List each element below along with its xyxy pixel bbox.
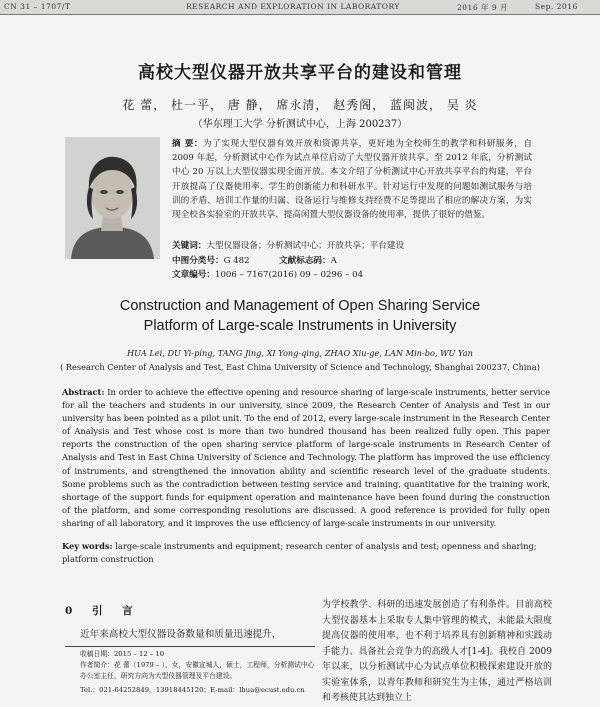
keywords-cn-text: 大型仪器设备；分析测试中心；开放共享；平台建设 xyxy=(206,241,405,251)
clc-label: 中图分类号： xyxy=(172,256,224,266)
abstract-en-text: In order to achieve the effective opening and resource sharing of large-scale instruments, better service for all the teachers and students in our university, since 2009, the Research Center of Analysis and Test in our university has been pointed as a pilot unit. To the end of 2012, every large-scale instrument in the Research Center of Analysis and Test whose cost is more than two hundred thousand has been realized fully open. This paper reports the construction of the open sharing service platform of large-scale instruments in Research Center of Analysis and Test in East China University of Science and Technology. The platform has improved the use efficiency of instruments, and strengthened the innovation ability and scientific research level of the graduate students. Some problems such as the contradiction between testing service and training, quantitative for the training work, shortage of the support funds for equipment operation and maintenance have been found during the construction of the platform, and some corresponding resolutions are discussed. A good reference is provided for fully open sharing of all laboratory, and it improves the use efficiency of large-scale instruments in our university. xyxy=(62,387,550,528)
footnote-divider xyxy=(65,646,315,647)
journal-header xyxy=(0,0,600,15)
section-title: 引 言 xyxy=(91,605,141,617)
abstract-cn xyxy=(172,137,532,222)
abstract-en-label: Abstract: xyxy=(62,387,105,397)
footnote-author: 作者简介：花 蕾（1979 – ），女，安徽宣城人，硕士，工程师，分析测试中心办公室主任，研究方向为大型仪器管理及平台建设。 xyxy=(80,661,315,680)
body-right-column: 为学校教学、科研的迅速发展创造了有利条件。目前高校大型仪器基本上采取专人集中管理的模式，未能最大限度提高仪器的使用率，也不利于培养具有创新精神和实践动手能力、具备社会竞争力的高级人才[1-4]。我校自 2009 年以来，以分析测试中心为试点单位积极探索建设开放的实验室体系，以青年教师和研究生为主体，通过严格培训和考核使其达到独立上 xyxy=(322,600,552,703)
keywords-cn xyxy=(172,239,404,251)
clc-value: G 482 xyxy=(223,256,250,266)
footnote-received: 收稿日期：2015 – 12 – 10 xyxy=(80,650,165,658)
doc-code-label: 文献标志码： xyxy=(279,256,331,266)
article-number-line xyxy=(172,268,363,280)
affiliation-cn: （华东理工大学 分析测试中心，上海 200237） xyxy=(192,119,408,130)
authors-cn: 花 蕾， 杜一平， 唐 静， 席永清， 赵秀阁， 蓝闽波， 吴 炎 xyxy=(122,98,478,112)
abstract-cn-label: 摘 要： xyxy=(172,139,204,149)
keywords-cn-label: 关键词： xyxy=(172,241,207,251)
title-en-line1: Construction and Management of Open Sharing Service xyxy=(119,298,481,314)
keywords-en-label: Key words: xyxy=(62,541,113,551)
doc-code-value: A xyxy=(330,256,337,266)
section-number: 0 xyxy=(65,605,81,617)
title-en-line2: Platform of Large-scale Instruments in University xyxy=(143,318,457,334)
author-photo xyxy=(65,137,160,259)
title-en xyxy=(0,296,600,336)
journal-cn-number: CN 31 – 1707/T xyxy=(4,2,71,11)
section-heading xyxy=(65,603,141,618)
clc-line xyxy=(172,254,337,266)
keywords-en xyxy=(62,540,550,566)
journal-name: RESEARCH AND EXPLORATION IN LABORATORY xyxy=(186,2,400,11)
keywords-en-text: large-scale instruments and equipment; research center of analysis and test; openness and sharing; platform construction xyxy=(62,541,537,565)
title-cn: 高校大型仪器开放共享平台的建设和管理 xyxy=(138,63,462,83)
footnote-contact: Tel.：021-64252849，13918445120；E-mail：lhua@ecust.edu.cn xyxy=(80,686,305,694)
intro-left-text: 近年来高校大型仪器设备数量和质量迅速提升， xyxy=(80,629,282,640)
article-no-label: 文章编号： xyxy=(172,270,215,280)
abstract-cn-text: 为了实现大型仪器有效开放和资源共享，更好地为全校师生的教学和科研服务，自 2009 年起，分析测试中心作为试点单位启动了大型仪器开放共享。至 2012 年底，分析测试中心 20 万以上大型仪器实现全面开放。本文介绍了分析测试中心开放共享平台的构建，平台开放提高了仪器使用率、学生的创新能力和科研水平。针对运行中发现的问题如测试服务与培训的矛盾、培训工作量的归属、设备运行与维修支持经费不足等提出了相应的解决方案，为实现全校各实验室的开放共享、提高闲置大型仪器设备的使用率，提供了很好的借鉴。 xyxy=(172,139,532,221)
issue-date-en: Sep. 2016 xyxy=(535,2,578,11)
authors-en: HUA Lei, DU Yi-ping, TANG Jing, XI Yong-qing, ZHAO Xiu-ge, LAN Min-bo, WU Yan xyxy=(127,348,473,358)
article-no-value: 1006 – 7167(2016) 09 – 0296 – 04 xyxy=(214,270,364,280)
abstract-en xyxy=(62,386,550,530)
issue-date-cn: 2016 年 9 月 xyxy=(457,3,509,12)
affiliation-en: ( Research Center of Analysis and Test, East China University of Science and Technology, Shanghai 200237, China) xyxy=(60,362,540,372)
